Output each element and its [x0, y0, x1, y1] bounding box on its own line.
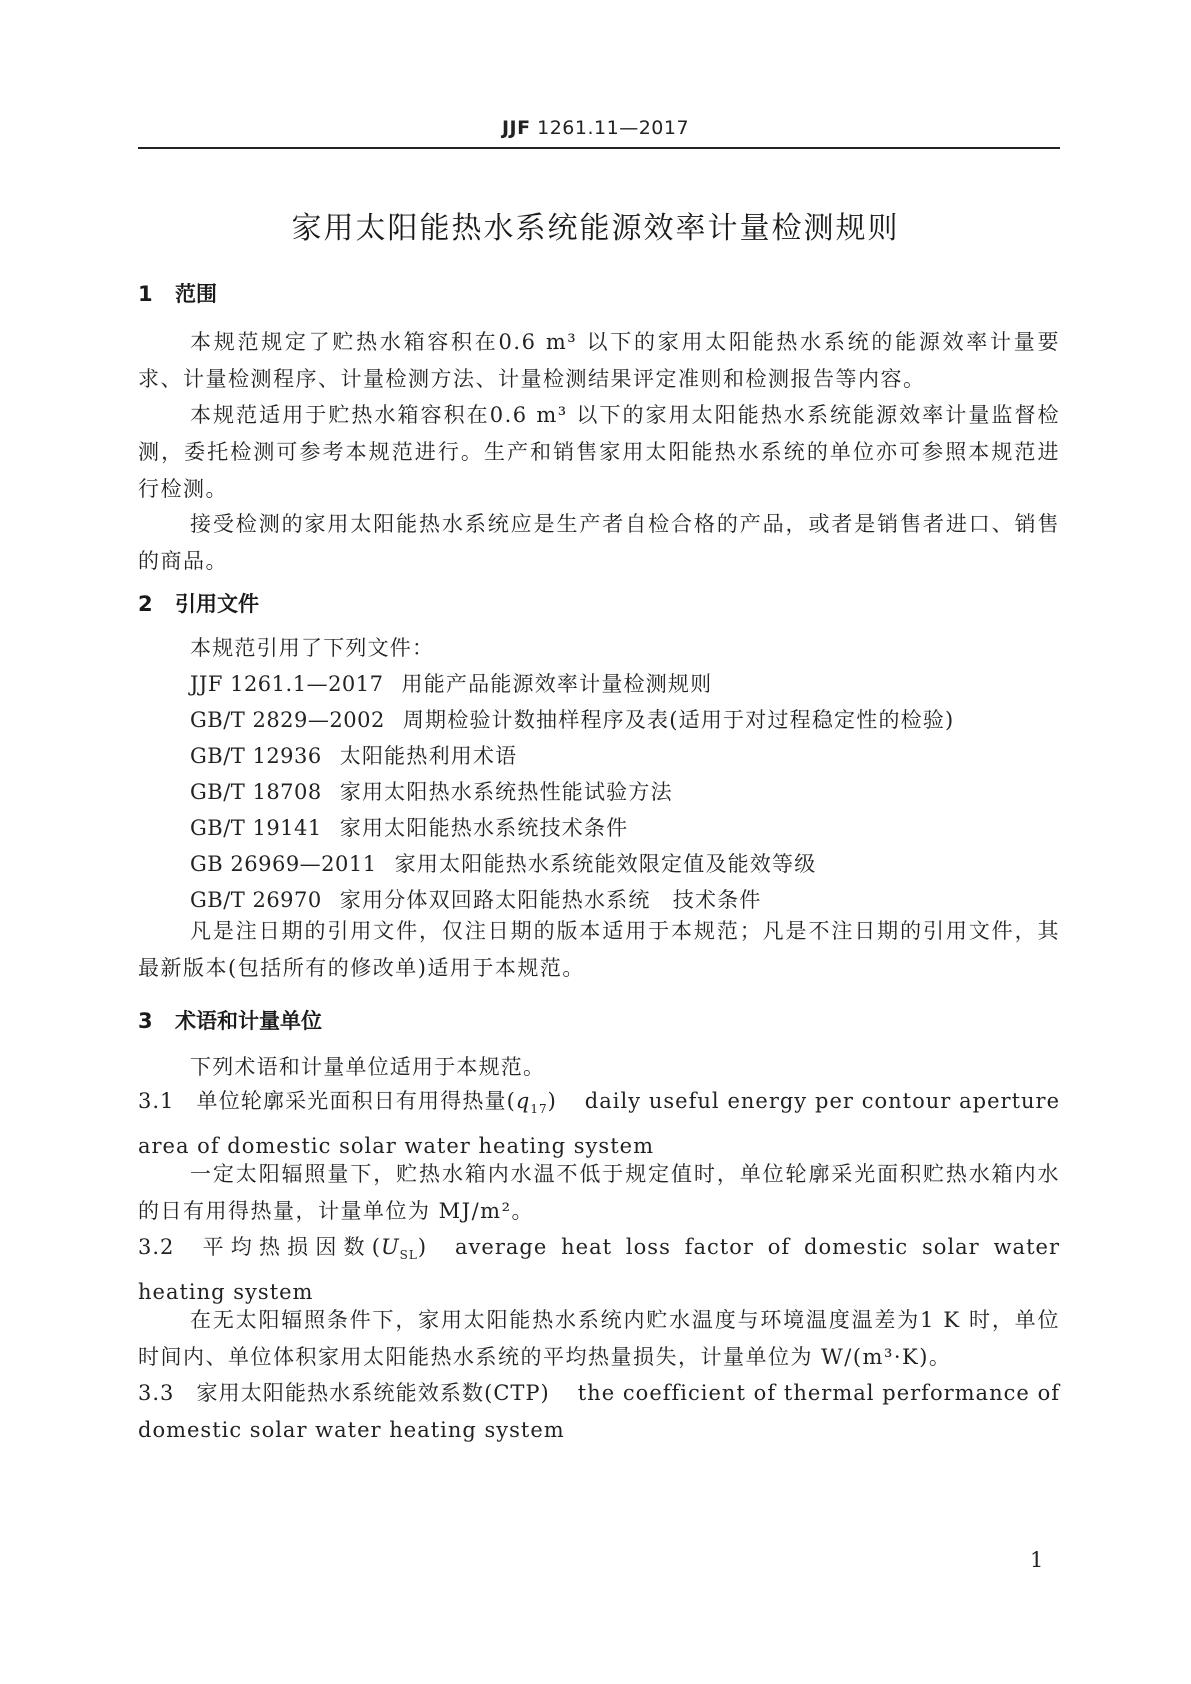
term-3-2	[138, 1229, 1060, 1311]
reference-item	[190, 848, 816, 878]
reference-item	[190, 812, 628, 842]
term-3-1-definition: 一定太阳辐照量下，贮热水箱内水温不低于规定值时，单位轮廓采光面积贮热水箱内水的日有用得热量，计量单位为 MJ/m²。	[138, 1162, 1060, 1223]
term-en: the coefficient of thermal performance of domestic solar water heating system	[138, 1381, 1061, 1442]
term-3-1	[138, 1083, 1060, 1165]
document-title: 家用太阳能热水系统能源效率计量检测规则	[291, 211, 900, 246]
header-code-prefix: JJF	[501, 117, 531, 139]
term-3-3	[138, 1375, 1060, 1449]
scope-paragraph-2: 本规范适用于贮热水箱容积在0.6 m³ 以下的家用太阳能热水系统能源效率计量监督检测，委托检测可参考本规范进行。生产和销售家用太阳能热水系统的单位亦可参照本规范进行检测。	[138, 403, 1060, 501]
term-close: )	[417, 1235, 428, 1259]
reference-title: 周期检验计数抽样程序及表(适用于对过程稳定性的检验)	[402, 708, 955, 732]
section-title: 范围	[175, 282, 217, 306]
term-subscript: SL	[399, 1248, 418, 1263]
section-number: 2	[138, 592, 153, 616]
section-title: 引用文件	[175, 592, 259, 616]
term-en: average heat loss factor of domestic solar water heating system	[138, 1235, 1060, 1305]
reference-item	[190, 668, 712, 698]
reference-item	[190, 776, 673, 806]
term-zh: 单位轮廓采光面积日有用得热量(	[196, 1089, 516, 1113]
reference-code: GB/T 18708	[190, 780, 322, 804]
page-number: 1	[1030, 1548, 1044, 1572]
term-symbol: U	[380, 1235, 400, 1259]
reference-title: 家用太阳能热水系统能效限定值及能效等级	[394, 852, 817, 876]
reference-code: GB/T 12936	[190, 744, 322, 768]
reference-code: GB/T 26970	[190, 888, 322, 912]
term-zh: 家用太阳能热水系统能效系数(CTP)	[196, 1381, 550, 1405]
reference-code: GB/T 19141	[190, 816, 322, 840]
term-zh: 平均热损因数(	[196, 1235, 381, 1259]
term-number: 3.1	[138, 1089, 175, 1113]
reference-title: 家用太阳热水系统热性能试验方法	[339, 780, 673, 804]
header-code-rest: 1261.11—2017	[530, 117, 690, 139]
reference-title: 太阳能热利用术语	[339, 744, 518, 768]
terms-intro: 下列术语和计量单位适用于本规范。	[190, 1055, 546, 1079]
scope-paragraph-3: 接受检测的家用太阳能热水系统应是生产者自检合格的产品，或者是销售者进口、销售的商品。	[138, 512, 1060, 573]
running-header	[0, 117, 1191, 139]
reference-item	[190, 884, 762, 914]
reference-item	[190, 704, 954, 734]
reference-code: GB 26969—2011	[190, 852, 377, 876]
term-symbol: q	[515, 1089, 531, 1113]
section-title: 术语和计量单位	[175, 1009, 322, 1033]
references-intro: 本规范引用了下列文件：	[190, 636, 435, 660]
term-3-2-definition: 在无太阳辐照条件下，家用太阳能热水系统内贮水温度与环境温度温差为1 K 时，单位时间内、单位体积家用太阳能热水系统的平均热量损失，计量单位为 W/(m³·K)。	[138, 1308, 1060, 1369]
term-subscript: 17	[530, 1102, 548, 1117]
term-number: 3.3	[138, 1381, 175, 1405]
term-en: daily useful energy per contour aperture area of domestic solar water heating system	[138, 1089, 1060, 1159]
scope-paragraph-1: 本规范规定了贮热水箱容积在0.6 m³ 以下的家用太阳能热水系统的能源效率计量要求、计量检测程序、计量检测方法、计量检测结果评定准则和检测报告等内容。	[138, 330, 1060, 391]
reference-title: 用能产品能源效率计量检测规则	[401, 672, 713, 696]
header-rule	[138, 147, 1060, 149]
reference-title: 家用太阳能热水系统技术条件	[339, 816, 629, 840]
section-number: 1	[138, 282, 153, 306]
reference-title: 家用分体双回路太阳能热水系统 技术条件	[339, 888, 762, 912]
reference-code: GB/T 2829—2002	[190, 708, 385, 732]
section-heading-references	[138, 588, 259, 618]
section-number: 3	[138, 1009, 153, 1033]
references-note: 凡是注日期的引用文件，仅注日期的版本适用于本规范；凡是不注日期的引用文件，其最新版本(包括所有的修改单)适用于本规范。	[138, 919, 1060, 980]
reference-item	[190, 740, 517, 770]
term-number: 3.2	[138, 1235, 175, 1259]
section-heading-scope	[138, 278, 217, 308]
reference-code: JJF 1261.1—2017	[190, 672, 384, 696]
section-heading-terms	[138, 1005, 322, 1035]
term-close: )	[547, 1089, 557, 1113]
